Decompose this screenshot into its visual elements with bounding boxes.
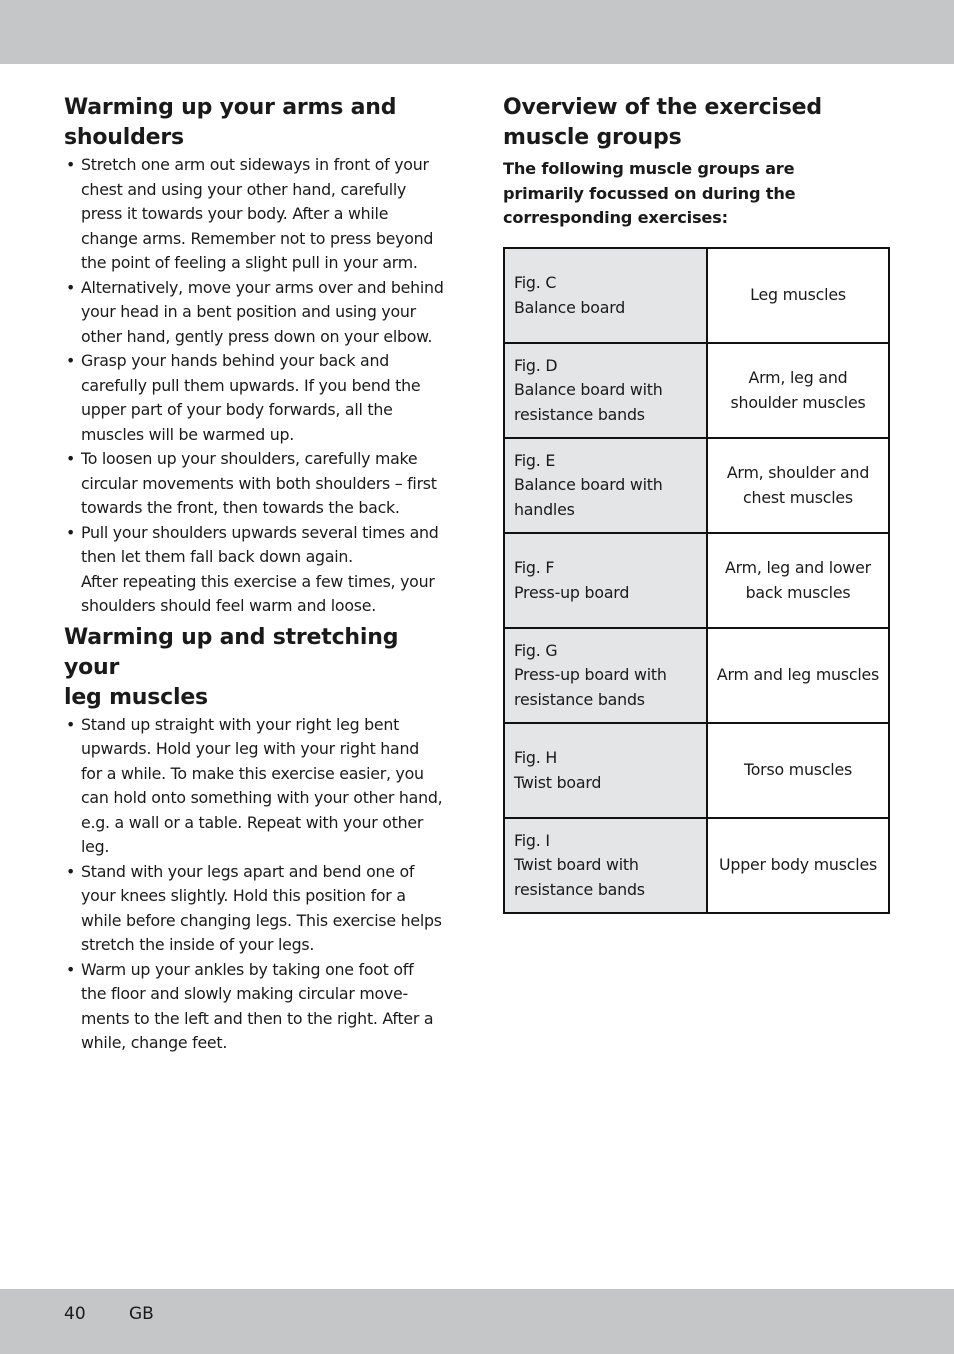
bullet-line: Warm up your ankles by taking one foot off (81, 959, 414, 979)
muscles-cell (707, 343, 889, 438)
overview-intro (503, 157, 891, 231)
bullet-line: towards the front, then towards the back. (81, 498, 400, 517)
bullet-line: upwards. Hold your leg with your right hand (81, 739, 420, 758)
overview-heading-line: muscle groups (503, 125, 682, 150)
table-row (504, 533, 889, 628)
list-item: • To loosen up your shoulders, carefully make circular movements with both shoulders – first towards the front, then towards the back. (66, 449, 437, 517)
muscles-text: back muscles (745, 582, 851, 602)
bullet-line: leg. (81, 837, 110, 856)
figure-label: Fig. H (514, 748, 558, 767)
bullet-line: Stand up straight with your right leg bent (81, 714, 400, 734)
board-name: Balance board (514, 297, 626, 317)
bullet-line: carefully pull them upwards. If you bend the (81, 375, 421, 395)
bullet-line: shoulders should feel warm and loose. (81, 596, 376, 615)
board-name: Twist board with (514, 855, 639, 875)
language-code: GB (129, 1304, 154, 1324)
arms-heading-line: shoulders (64, 125, 184, 150)
right-column (503, 93, 891, 231)
figure-label: Fig. F (514, 558, 555, 577)
bullet-line: while before changing legs. This exercise helps (81, 910, 442, 930)
overview-heading (503, 93, 891, 153)
legs-heading-line: leg muscles (64, 684, 208, 710)
arms-bullet-list (64, 153, 456, 619)
arms-heading (64, 93, 456, 153)
figure-cell (504, 533, 707, 628)
bullet-line: To loosen up your shoulders, carefully make (81, 449, 418, 468)
bullet-line: Pull your shoulders upwards several times and (81, 522, 439, 542)
bullet-line: the point of feeling a slight pull in your arm. (81, 253, 418, 272)
board-name: resistance bands (514, 879, 645, 899)
bullet-line: can hold onto something with your other hand, (81, 788, 443, 807)
figure-cell (504, 438, 707, 533)
figure-cell (504, 628, 707, 723)
figure-cell (504, 723, 707, 818)
intro-line: corresponding exercises: (503, 208, 728, 227)
figure-label: Fig. I (514, 830, 550, 850)
muscles-cell (707, 628, 889, 723)
muscles-cell (707, 438, 889, 533)
muscles-text: chest muscles (743, 487, 853, 507)
bullet-line: for a while. To make this exercise easier, you (81, 763, 424, 783)
figure-label: Fig. D (514, 355, 558, 375)
bullet-line: Stand with your legs apart and bend one of (81, 861, 415, 881)
bullet-line: then let them fall back down again. (81, 547, 353, 566)
bullet-line: muscles will be warmed up. (81, 424, 295, 444)
list-item: • Pull your shoulders upwards several times and then let them fall back down again. After repeating this exercise a few times, your shoulders should feel warm and loose. (66, 522, 439, 615)
bullet-line: Stretch one arm out sideways in front of your (81, 155, 429, 174)
figure-label: Fig. C (514, 273, 557, 292)
list-item: • Alternatively, move your arms over and behind your head in a bent position and using your other hand, gently press down on your elbow. (66, 277, 444, 346)
board-name: Press-up board (514, 582, 630, 602)
bullet-line: while, change feet. (81, 1033, 228, 1052)
bullet-line: After repeating this exercise a few times, your (81, 571, 435, 591)
board-name: Balance board with (514, 475, 663, 495)
bullet-line: Alternatively, move your arms over and behind (81, 277, 444, 297)
board-name: Press-up board with (514, 665, 667, 685)
page-number: 40 (64, 1304, 86, 1324)
bullet-line: circular movements with both shoulders – first (81, 473, 437, 493)
arms-heading-line: Warming up your arms and (64, 95, 397, 120)
muscles-cell (707, 818, 889, 913)
list-item: • Stand with your legs apart and bend one of your knees slightly. Hold this position for a while before changing legs. This exercise helps stretch the inside of your legs. (66, 861, 442, 954)
figure-label: Fig. E (514, 450, 556, 470)
muscles-text: Arm and leg muscles (716, 665, 880, 685)
table-row (504, 438, 889, 533)
figure-cell (504, 248, 707, 343)
bullet-line: your knees slightly. Hold this position for a (81, 886, 406, 905)
bullet-line: other hand, gently press down on your elbow. (81, 326, 433, 346)
board-name: Balance board with (514, 380, 663, 400)
muscles-cell (707, 533, 889, 628)
table-row (504, 343, 889, 438)
muscle-groups-table (503, 247, 890, 914)
legs-heading (64, 623, 456, 713)
list-item: • Stand up straight with your right leg bent upwards. Hold your leg with your right hand for a while. To make this exercise easier, you can hold onto something with your other hand, e.g. a wall or a table. Repeat with your other leg. (66, 714, 443, 856)
legs-heading-line: Warming up and stretching your (64, 624, 399, 680)
legs-bullet-list (64, 713, 456, 1056)
intro-line: The following muscle groups are (503, 159, 795, 178)
bullet-line: chest and using your other hand, carefully (81, 179, 407, 199)
bullet-line: press it towards your body. After a while (81, 204, 389, 223)
table-row (504, 628, 889, 723)
bullet-line: e.g. a wall or a table. Repeat with your other (81, 812, 424, 832)
muscles-text: Arm, leg and lower (725, 558, 871, 577)
bullet-line: upper part of your body forwards, all the (81, 400, 393, 419)
board-name: Twist board (514, 772, 602, 792)
muscles-text: shoulder muscles (730, 392, 866, 412)
list-item: • Stretch one arm out sideways in front of your chest and using your other hand, carefully press it towards your body. After a while change arms. Remember not to press beyond the point of feeling a slight pull in your arm. (66, 155, 434, 272)
muscles-cell (707, 248, 889, 343)
bullet-line: your head in a bent position and using your (81, 302, 416, 321)
table-row (504, 818, 889, 913)
list-item: • Warm up your ankles by taking one foot off the floor and slowly making circular move- ments to the left and then to the right. After a while, change feet. (66, 959, 434, 1052)
muscles-text: Arm, leg and (748, 368, 848, 387)
figure-cell (504, 818, 707, 913)
board-name: handles (514, 499, 575, 519)
list-item: • Grasp your hands behind your back and carefully pull them upwards. If you bend the upper part of your body forwards, all the muscles will be warmed up. (66, 351, 421, 444)
bullet-line: Grasp your hands behind your back and (81, 351, 389, 370)
figure-cell (504, 343, 707, 438)
muscles-cell (707, 723, 889, 818)
muscles-text: Leg muscles (750, 285, 846, 305)
muscles-text: Arm, shoulder and (726, 463, 870, 482)
bullet-line: change arms. Remember not to press beyond (81, 228, 434, 248)
board-name: resistance bands (514, 404, 645, 424)
board-name: resistance bands (514, 689, 645, 709)
intro-line: primarily focussed on during the (503, 183, 796, 203)
muscles-text: Upper body muscles (719, 855, 877, 875)
header-band (0, 0, 954, 64)
bullet-line: the floor and slowly making circular move- (81, 984, 408, 1003)
figure-label: Fig. G (514, 640, 558, 660)
left-column (64, 93, 456, 1056)
table-row (504, 723, 889, 818)
overview-heading-line: Overview of the exercised (503, 95, 822, 120)
table-row (504, 248, 889, 343)
bullet-line: stretch the inside of your legs. (81, 935, 315, 954)
bullet-line: ments to the left and then to the right. After a (81, 1008, 434, 1028)
muscles-text: Torso muscles (743, 760, 853, 780)
